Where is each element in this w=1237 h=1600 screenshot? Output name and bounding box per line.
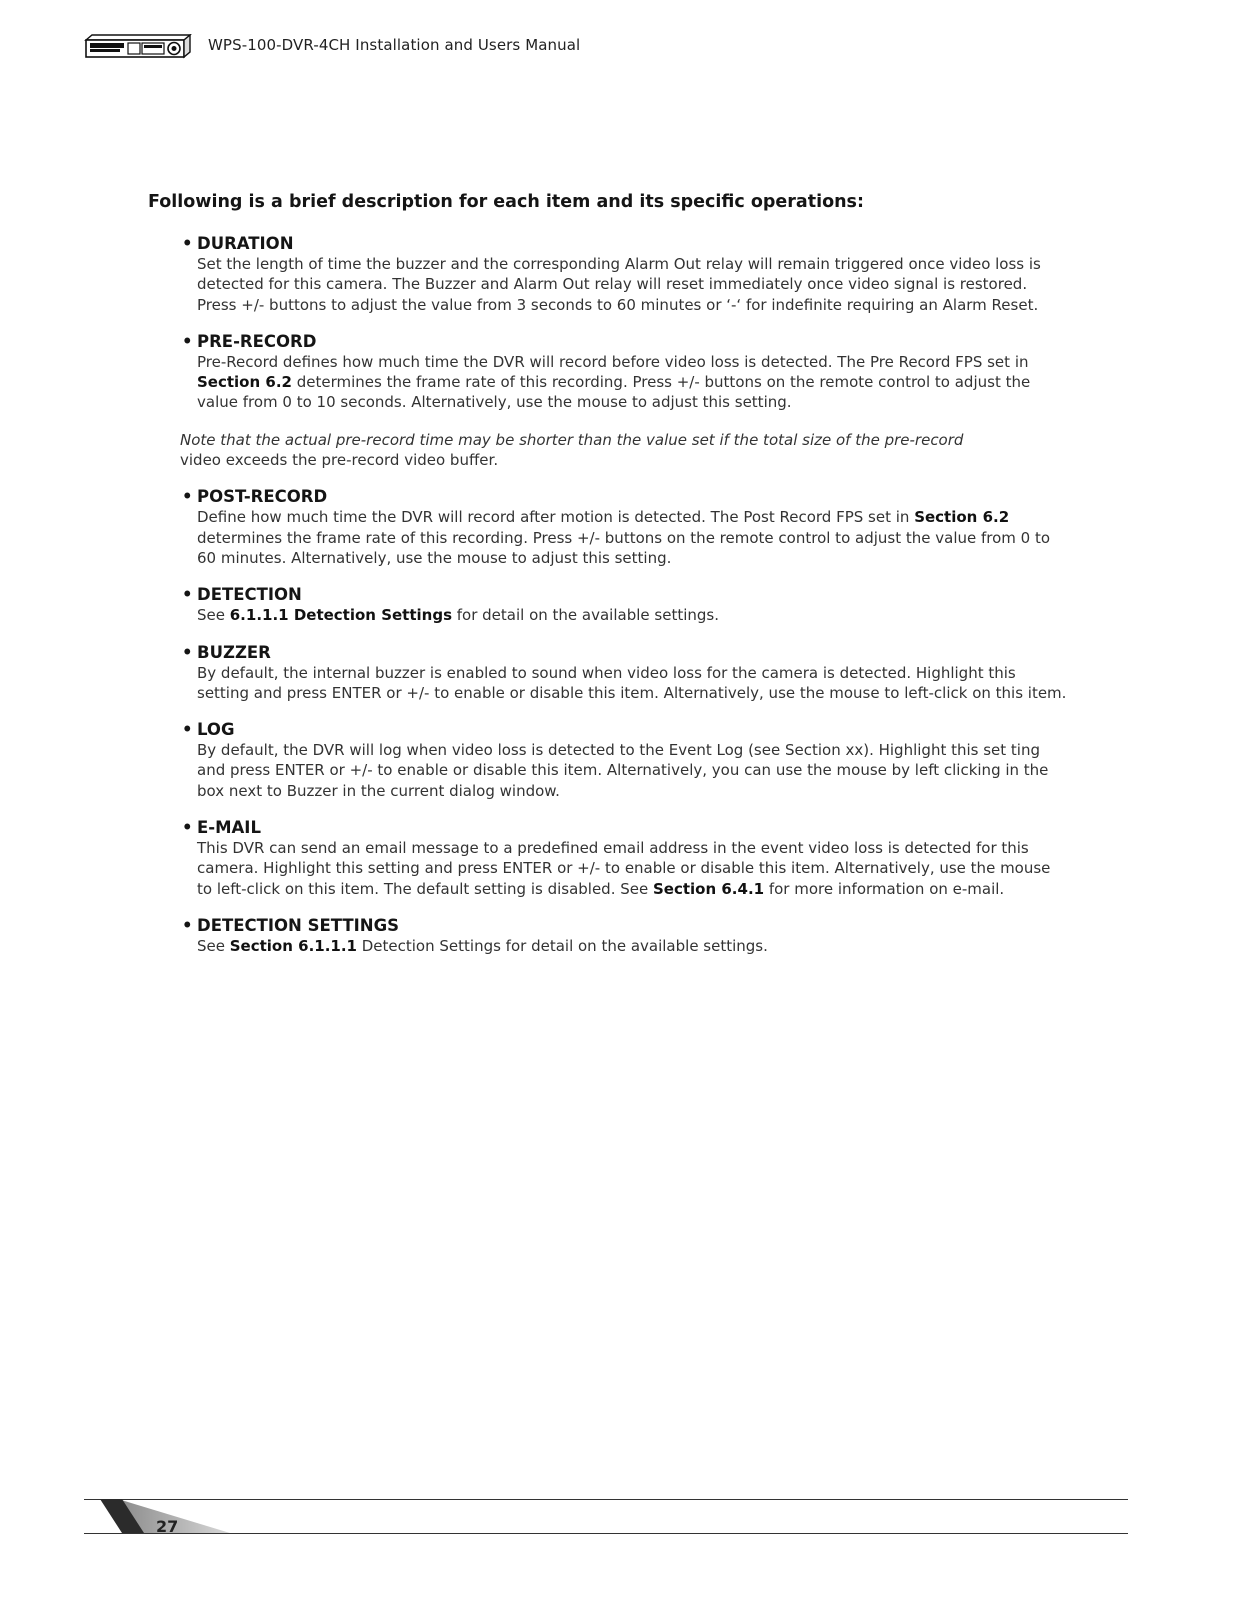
item-title: LOG — [197, 720, 235, 740]
bullet: • — [182, 487, 193, 507]
item-title: DETECTION SETTINGS — [197, 915, 399, 935]
item-description: By default, the internal buzzer is enabled to sound when video loss for the camera is detected. Highlight this setting and press ENTER or +/- to enable or disable this item. Alternatively, use the mouse to left-click on this item. — [197, 663, 1067, 702]
item-description: See Section 6.1.1.1 Detection Settings for detail on the available settings. — [197, 936, 768, 955]
item-description: See 6.1.1.1 Detection Settings for detail on the available settings. — [197, 606, 719, 625]
item-title: BUZZER — [197, 642, 271, 662]
page-header — [84, 34, 984, 62]
dvr-unit-icon — [84, 34, 192, 60]
footer-rule-bottom — [84, 1533, 1128, 1534]
item-title: E-MAIL — [197, 818, 261, 838]
item-description: Pre-Record defines how much time the DVR will record before video loss is detected. The Pre Record FPS set in Section 6.2 determines the frame rate of this recording. Press +/- buttons on the remote control to adjust the value from 0 to 10 seconds. Alternatively, use the mouse to adjust this setting. — [197, 352, 1031, 412]
item-title: PRE-RECORD — [197, 331, 317, 351]
bullet: • — [182, 915, 193, 935]
item-description: Set the length of time the buzzer and the corresponding Alarm Out relay will remain triggered once video loss is detected for this camera. The Buzzer and Alarm Out relay will reset immediately once video signal is restored. Press +/- buttons to adjust the value from 3 seconds to 60 minutes or ‘-‘ for indefinite requiring an Alarm Reset. — [197, 255, 1041, 314]
item-e-mail — [182, 818, 1068, 899]
item-description: This DVR can send an email message to a predefined email address in the event video loss is detected for this camera. Highlight this setting and press ENTER or +/- to enable or disable this item. Alternatively, use the mouse to left-click on this item. The default setting is disabled. See Section 6.4.1 for more information on e-mail. — [197, 839, 1051, 898]
section-reference: Section 6.4.1 — [652, 879, 765, 898]
bullet: • — [182, 585, 193, 605]
item-detection-settings — [182, 916, 1068, 956]
page-footer — [84, 1497, 1128, 1539]
pre-record-note: Note that the actual pre-record time may be shorter than the value set if the total size of the pre-record video exceeds the pre-record video buffer. — [180, 430, 964, 470]
bullet: • — [182, 818, 193, 838]
item-duration — [182, 234, 1068, 315]
item-description: By default, the DVR will log when video loss is detected to the Event Log (see Section xx). Highlight this set ting and press ENTER or +/- to enable or disable this item. Alternatively, you can use the mouse by left clicking in the box next to Buzzer in the current dialog window. — [197, 741, 1049, 800]
item-title: DETECTION — [197, 585, 302, 605]
item-description: Define how much time the DVR will record after motion is detected. The Post Record FPS set in Section 6.2 determines the frame rate of this recording. Press +/- buttons on the remote control to adjust the value from 0 to 60 minutes. Alternatively, use the mouse to adjust this setting. — [197, 508, 1051, 567]
item-log — [182, 720, 1068, 801]
bullet: • — [182, 642, 193, 662]
item-pre-record — [182, 332, 1068, 413]
bullet: • — [182, 720, 193, 740]
section-reference: 6.1.1.1 Detection Settings — [229, 606, 452, 625]
bullet: • — [182, 234, 193, 253]
item-title: DURATION — [197, 234, 294, 253]
footer-rule-top — [84, 1499, 1128, 1500]
item-buzzer — [182, 643, 1068, 704]
item-post-record — [182, 487, 1068, 568]
item-detection — [182, 585, 1068, 625]
document-title: WPS-100-DVR-4CH Installation and Users Manual — [208, 36, 581, 54]
section-reference: Section 6.2 — [197, 373, 292, 392]
bullet: • — [182, 331, 193, 351]
section-reference: Section 6.1.1.1 — [229, 936, 357, 955]
page-number: 27 — [156, 1517, 179, 1536]
page-content — [148, 192, 1068, 973]
section-reference: Section 6.2 — [914, 508, 1010, 527]
section-intro: Following is a brief description for each item and its specific operations: — [148, 192, 864, 212]
item-title: POST-RECORD — [197, 487, 328, 507]
